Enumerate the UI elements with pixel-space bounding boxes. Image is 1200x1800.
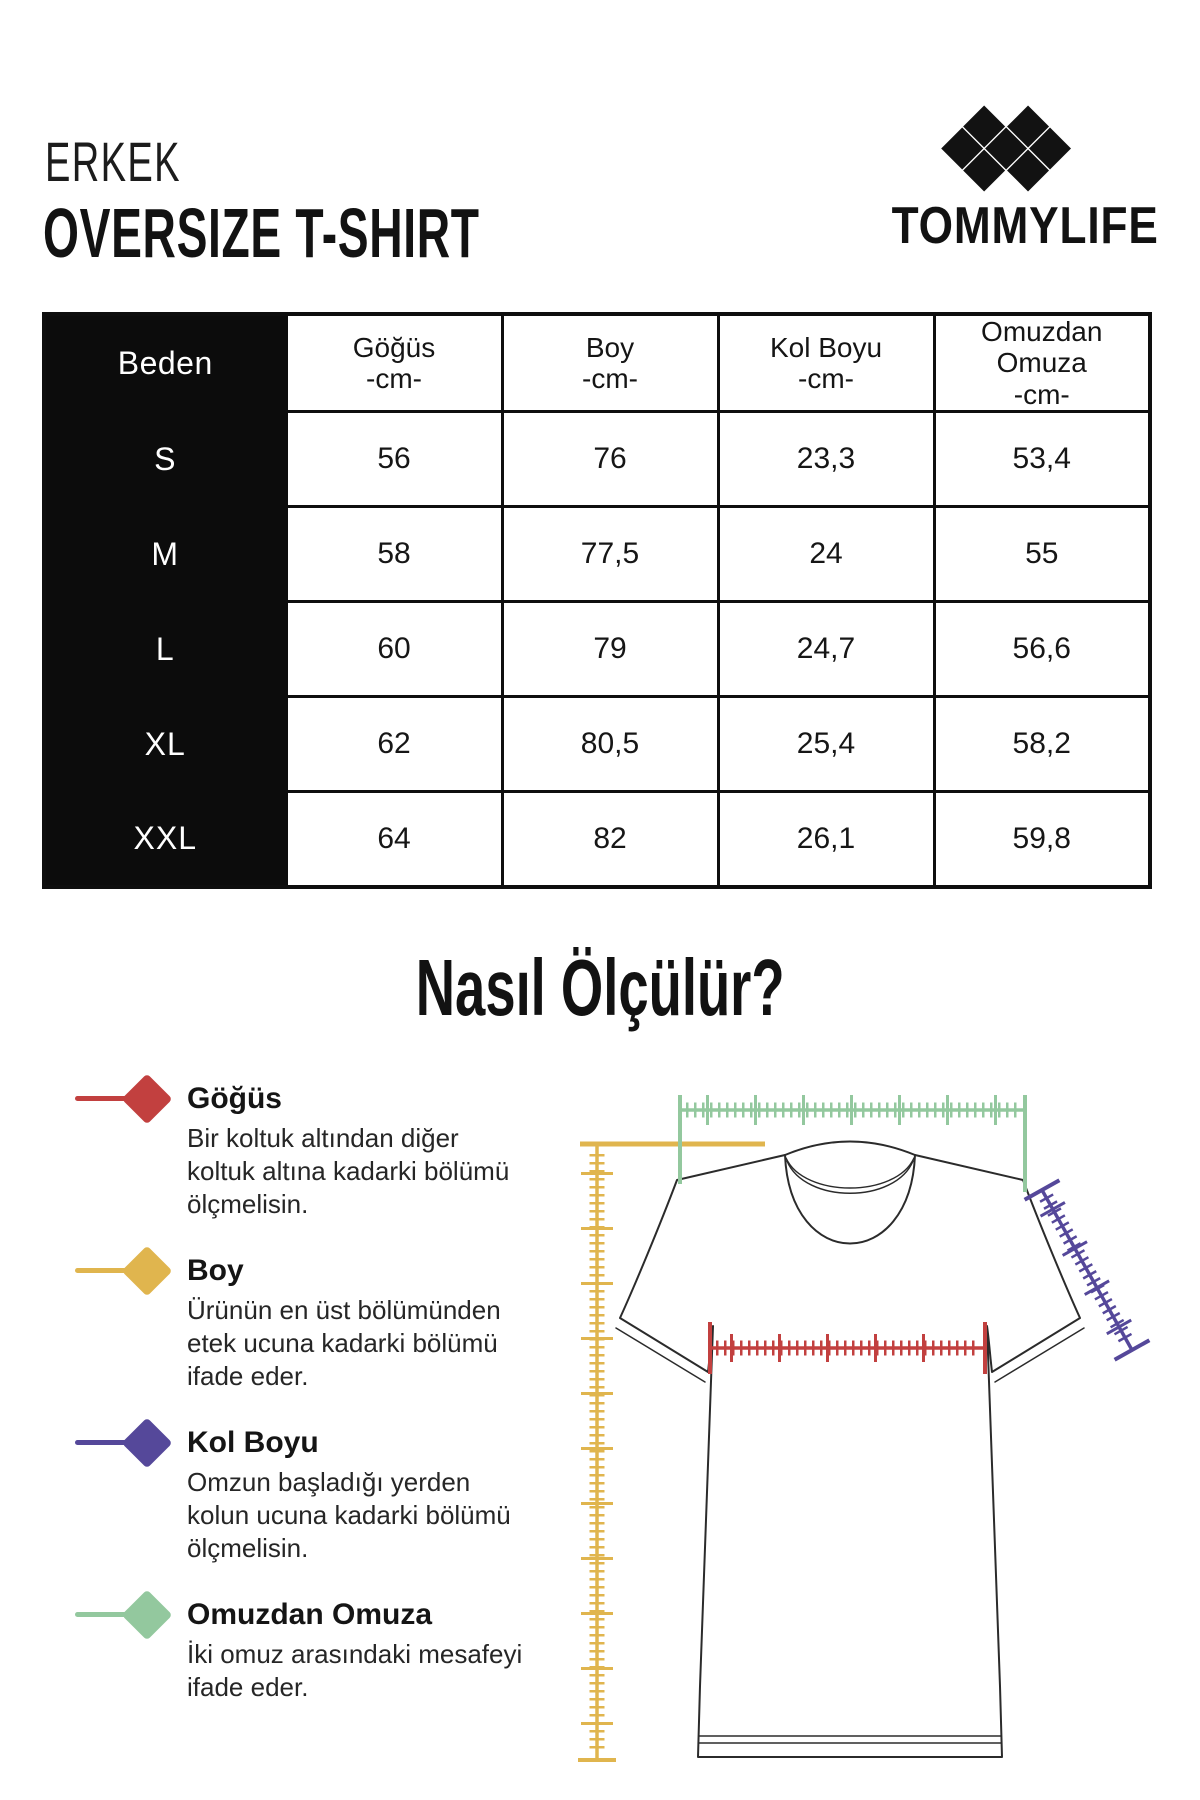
diamond-icon [122,1418,173,1469]
size-label: L [44,602,286,697]
chest-value: 60 [286,602,502,697]
sleeve-value: 26,1 [718,792,934,887]
section-title: Nasıl Ölçülür? [415,943,785,1032]
shoulder-marker [75,1596,187,1638]
legend-title: Omuzdan Omuza [187,1598,433,1631]
size-label: S [44,412,286,507]
table-row [44,792,1150,887]
tshirt-measure-diagram [480,1060,1180,1800]
sleeve-value: 25,4 [718,697,934,792]
length-value: 80,5 [502,697,718,792]
chest-value: 64 [286,792,502,887]
legend-item-shoulder [75,1596,535,1704]
legend-description: Bir koltuk altından diğer koltuk altına kadarki bölümü ölçmelisin. [187,1123,510,1219]
table-row [44,602,1150,697]
shoulder-value: 56,6 [934,602,1150,697]
legend-item-length [75,1252,535,1393]
diamond-icon [122,1074,173,1125]
length-marker [75,1252,187,1294]
length-value: 82 [502,792,718,887]
legend-title: Göğüs [187,1082,282,1115]
corner-header: Beden [44,314,286,412]
length-value: 77,5 [502,507,718,602]
col-header-chest: Göğüs -cm- [286,314,502,412]
size-label: M [44,507,286,602]
col-header-shoulder: Omuzdan Omuza -cm- [934,314,1150,412]
sleeve-value: 23,3 [718,412,934,507]
table-row [44,412,1150,507]
product-category: ERKEK [45,130,181,193]
chest-value: 62 [286,697,502,792]
chest-value: 58 [286,507,502,602]
sleeve-value: 24 [718,507,934,602]
length-value: 79 [502,602,718,697]
chest-value: 56 [286,412,502,507]
legend-item-chest [75,1080,535,1221]
shoulder-value: 59,8 [934,792,1150,887]
table-header-row [44,314,1150,412]
chest-marker [75,1080,187,1122]
diamond-pattern-icon [941,106,1071,192]
legend-description: İki omuz arasındaki mesafeyi ifade eder. [187,1639,523,1702]
diamond-icon [122,1246,173,1297]
sleeve-marker [75,1424,187,1466]
legend-title: Kol Boyu [187,1426,319,1459]
product-title: OVERSIZE T-SHIRT [43,194,480,272]
size-label: XXL [44,792,286,887]
col-header-length: Boy -cm- [502,314,718,412]
legend-item-sleeve [75,1424,535,1565]
legend-title: Boy [187,1254,244,1287]
tshirt-outline [616,1142,1084,1758]
table-row [44,697,1150,792]
diamond-icon [122,1590,173,1641]
legend-description: Omzun başladığı yerden kolun ucuna kadarki bölümü ölçmelisin. [187,1467,511,1563]
table-row [44,507,1150,602]
size-label: XL [44,697,286,792]
brand-logo-icon [938,96,1078,201]
measure-legend [75,1080,535,1735]
shoulder-value: 55 [934,507,1150,602]
length-value: 76 [502,412,718,507]
legend-description: Ürünün en üst bölümünden etek ucuna kadarki bölümü ifade eder. [187,1295,501,1391]
brand-name: TOMMYLIFE [891,197,1159,255]
size-table [42,312,1152,889]
sleeve-value: 24,7 [718,602,934,697]
shoulder-value: 53,4 [934,412,1150,507]
shoulder-value: 58,2 [934,697,1150,792]
col-header-sleeve: Kol Boyu -cm- [718,314,934,412]
